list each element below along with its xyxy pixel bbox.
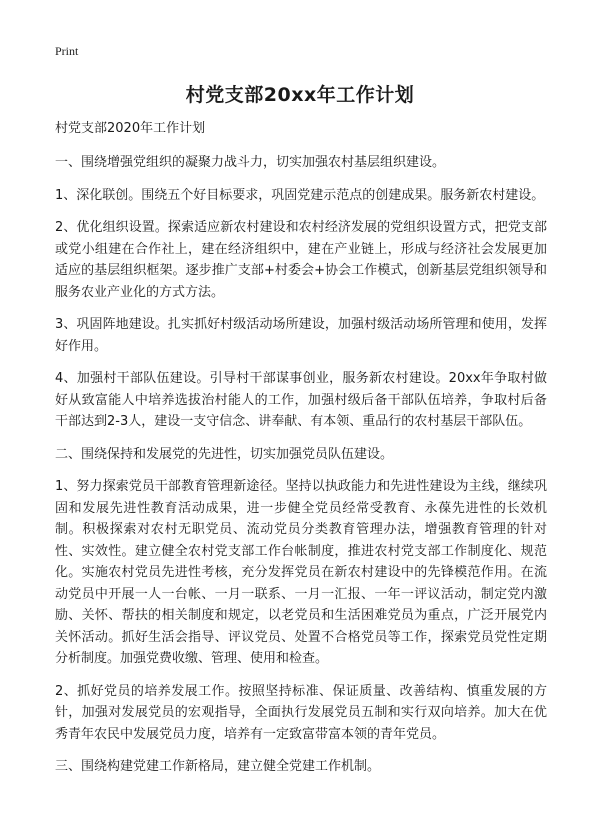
section-heading-1: 一、围绕增强党组织的凝聚力战斗力，切实加强农村基层组织建设。 xyxy=(55,155,446,170)
paragraph-1-3: 3、巩固阵地建设。扎实抓好村级活动场所建设，加强村级活动场所管理和使用，发挥好作用。 xyxy=(55,317,547,354)
paragraph-2-1: 1、努力探索党员干部教育管理新途径。坚持以执政能力和先进性建设为主线，继续巩固和发展先进性教育活动成果，进一步健全党员经常受教育、永葆先进性的长效机制。积极探索对农村无职党员、流动党员分类教育管理办法，增强教育管理的针对性、实效性。建立健全农村党支部工作台帐制度，推进农村党支部工作制度化、规范化。实施农村党员先进性考核，充分发挥党员在新农村建设中的先锋模范作用。在流动党员中开展一人一台帐、一月一联系、一月一汇报、一年一评议活动，制定党内激励、关怀、帮扶的相关制度和规定，以老党员和生活困难党员为重点，广泛开展党内关怀活动。抓好生活会指导、评议党员、处置不合格党员等工作，探索党员党性定期分析制度。加强党费收缴、管理、使用和检查。 xyxy=(55,479,547,666)
paragraph-1-2: 2、优化组织设置。探索适应新农村建设和农村经济发展的党组织设置方式，把党支部或党小组建在合作社上，建在经济组织中，建在产业链上，形成与经济社会发展更加适应的基层组织框架。逐步推广支部+村委会+协会工作模式，创新基层党组织领导和服务农业产业化的方式方法。 xyxy=(55,220,547,300)
paragraph-1-4: 4、加强村干部队伍建设。引导村干部谋事创业，服务新农村建设。20xx年争取村做好从致富能人中培养选拔治村能人的工作，加强村级后备干部队伍培养，争取村后备干部达到2-3人，建设一支守信念、讲奉献、有本领、重品行的农村基层干部队伍。 xyxy=(55,371,547,429)
document-body xyxy=(55,118,547,789)
print-label: Print xyxy=(55,44,79,58)
paragraph-1-1: 1、深化联创。围绕五个好目标要求，巩固党建示范点的创建成果。服务新农村建设。 xyxy=(55,187,545,203)
document-title: 村党支部20xx年工作计划 xyxy=(185,84,415,106)
section-heading-3: 三、围绕构建党建工作新格局，建立健全党建工作机制。 xyxy=(55,759,381,774)
document-subtitle: 村党支部2020年工作计划 xyxy=(55,121,206,136)
section-heading-2: 二、围绕保持和发展党的先进性，切实加强党员队伍建设。 xyxy=(55,446,394,462)
paragraph-2-2: 2、抓好党员的培养发展工作。按照坚持标准、保证质量、改善结构、慎重发展的方针，加强对发展党员的宏观指导，全面执行发展党员五制和实行双向培养。加大在优秀青年农民中发展党员力度，培养有一定致富带富本领的青年党员。 xyxy=(55,683,547,742)
